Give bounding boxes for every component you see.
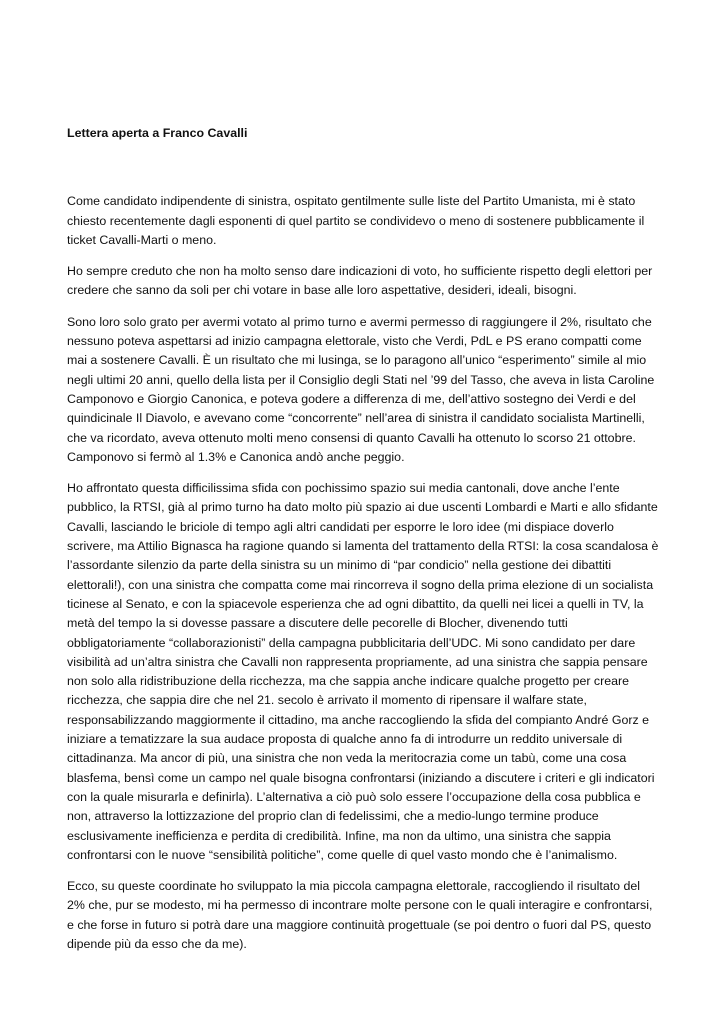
paragraph-1: Come candidato indipendente di sinistra, ospitato gentilmente sulle liste del Partito Umanista, mi è stato chiesto recentemente dagli esponenti di quel partito se condividevo o meno di sostenere pubblicamente il ticket Cavalli-Marti o meno. [67,194,645,247]
paragraph-5: Ecco, su queste coordinate ho sviluppato la mia piccola campagna elettorale, raccogliendo il risultato del 2% che, pur se modesto, mi ha permesso di incontrare molte persone con le quali interagire e confrontarsi, e che forse in futuro si potrà dare una maggiore continuità progettuale (se poi dentro o fuori dal PS, questo dipende più da esso che da me). [67,879,653,951]
paragraph-3: Sono loro solo grato per avermi votato al primo turno e avermi permesso di raggiungere il 2%, risultato che nessuno poteva aspettarsi ad inizio campagna elettorale, visto che Verdi, PdL e PS erano compatti come mai a sostenere Cavalli. È un risultato che mi lusinga, se lo paragono all’unico “esperimento” simile al mio negli ultimi 20 anni, quello della lista per il Consiglio degli Stati nel ’99 del Tasso, che aveva in lista Caroline Camponovo e Giorgio Canonica, e poteva godere a differenza di me, dell’attivo sostegno dei Verdi e del quindicinale Il Diavolo, e avevano come “concorrente” nell’area di sinistra il candidato socialista Martinelli, che va ricordato, aveva ottenuto molti meno consensi di quanto Cavalli ha ottenuto lo scorso 21 ottobre. Camponovo si fermò al 1.3% e Canonica andò anche peggio. [67,314,655,464]
paragraph-4: Ho affrontato questa difficilissima sfida con pochissimo spazio sui media cantonali, dove anche l’ente pubblico, la RTSI, già al primo turno ha dato molto più spazio ai due uscenti Lombardi e Marti e allo sfidante Cavalli, lasciando le briciole di tempo agli altri candidati per esporre le loro idee (mi dispiace doverlo scrivere, ma Attilio Bignasca ha ragione quando si lamenta del trattamento della RTSI: la cosa scandalosa è l’assordante silenzio da parte della sinistra su un minimo di “par condicio” nella gestione dei dibattiti elettorali!), con una sinistra che compatta come mai rincorreva il sogno della prima elezione di un socialista ticinese al Senato, e con la spiacevole esperienza che ad ogni dibattito, da quelli nei licei a quelli in TV, la metà del tempo la si dovesse passare a discutere delle pecorelle di Blocher, divenendo tutti obbligatoriamente “collaborazionisti” della campagna pubblicitaria dell’UDC. Mi sono candidato per dare visibilità ad un’altra sinistra che Cavalli non rappresenta propriamente, ad una sinistra che sappia pensare non solo alla ridistribuzione della ricchezza, ma che sappia anche indicare qualche progetto per creare ricchezza, che sappia dire che nel 21. secolo è arrivato il momento di ripensare il walfare state, responsabilizzando maggiormente il cittadino, ma anche raccogliendo la sfida del compianto André Gorz e iniziare a tematizzare la sua audace proposta di qualche anno fa di introdurre un reddito universale di cittadinanza. Ma ancor di più, una sinistra che non veda la meritocrazia come un tabù, come una cosa blasfema, bensì come un campo nel quale bisogna confrontarsi (iniziando a discutere i criteri e gli indicatori con la quale misurarla e definirla). L’alternativa a ciò può solo essere l’occupazione della cosa pubblica e non, attraverso la lottizzazione del proprio clan di fedelissimi, che a medio-lungo termine produce esclusivamente inefficienza e perdita di credibilità. Infine, ma non da ultimo, una sinistra che sappia confrontarsi con le nuove “sensibilità politiche”, come quelle di quel vasto mondo che è l’animalismo. [67,481,659,862]
document-page [67,124,659,966]
document-title: Lettera aperta a Franco Cavalli [67,126,248,140]
paragraph-2: Ho sempre creduto che non ha molto senso dare indicazioni di voto, ho sufficiente rispetto degli elettori per credere che sanno da soli per chi votare in base alle loro aspettative, desideri, ideali, bisogni. [67,264,653,298]
